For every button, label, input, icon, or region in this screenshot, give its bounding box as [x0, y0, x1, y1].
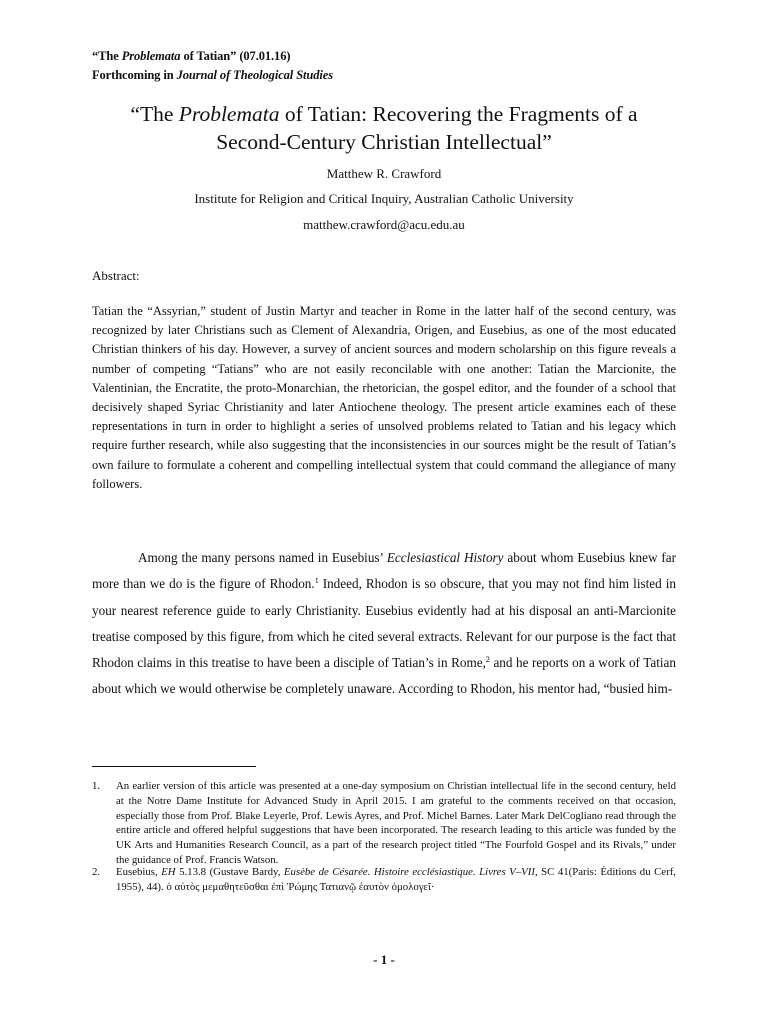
footnote-number: 2. [92, 866, 101, 878]
author-affiliation: Institute for Religion and Critical Inquiry, Australian Catholic University [194, 191, 574, 206]
footnote-separator [92, 766, 256, 767]
page-number: - 1 - [373, 952, 395, 967]
body-paragraph: Among the many persons named in Eusebius’ Ecclesiastical History about whom Eusebius knew far more than we do is the figure of Rhodon.$^1$ Indeed, Rhodon is so obscure, that you may not find him listed in your nearest reference guide to early Christianity. Eusebius evidently had at his disposal an anti-Marcionite treatise composed by this figure, from which he cited several extracts. Relevant for our purpose is the fact that Rhodon claims in this treatise to have been a disciple of Tatian’s in Rome,$^2$ and he reports on a work of Tatian about which we would otherwise be completely unaware. According to Rhodon, his mentor had, “busied him- [92, 550, 676, 697]
abstract-text: Tatian the “Assyrian,” student of Justin Martyr and teacher in Rome in the latter half of the second century, was recognized by later Christians such as Clement of Alexandria, Origen, and Eusebius, as one of the most educated Christian thinkers of his day. However, a survey of ancient sources and modern scholarship on this figure reveals a number of competing “Tatians” who are not easily reconcilable with one another: Tatian the Marcionite, the Valentinian, the Encratite, the proto-Monarchian, the rhetorician, the gospel editor, and the founder of a school that decisively shaped Syriac Christianity and later Antiochene theology. The present article examines each of these representations in turn in order to highlight a series of unsolved problems related to Tatian and his legacy which require further research, while also suggesting that the inconsistencies in our sources might be the result of Tatian’s own failure to formulate a coherent and compelling intellectual system that could command the allegiance of many followers. [92, 304, 676, 491]
footnote-text: Eusebius, EH 5.13.8 (Gustave Bardy, Eusèbe de Césarée. Histoire ecclésiastique. Livres V–VII, SC 41(Paris: Éditions du Cerf, 1955), 44). ὁ αὐτὸς μεμαθητεῦσθαι ἐπὶ Ῥώμης Τατιανῷ ἑαυτὸν ὁμολογεῖ· [116, 866, 676, 893]
running-title: “The Problemata of Tatian” (07.01.16) [92, 49, 291, 63]
paper-title [40, 100, 728, 156]
footnote-text: An earlier version of this article was presented at a one-day symposium on Christian intellectual life in the second century, held at the Notre Dame Institute for Advanced Study in April 2015. I am grateful to the comments received on that occasion, especially those from Prof. Blake Leyerle, Prof. Lewis Ayres, and Prof. Michel Barnes. Later Mark DelCogliano read through the entire article and offered helpful suggestions that have been incorporated. The research leading to this article was funded by the UK Arts and Humanities Research Council, as a part of the research project titled “The Fourfold Gospel and its Rivals,” under the guidance of Prof. Francis Watson. [116, 780, 676, 866]
title-line-1: “The Problemata of Tatian: Recovering the Fragments of a [130, 102, 638, 126]
author-name: Matthew R. Crawford [326, 166, 442, 181]
ecclesiastical-history-title: Ecclesiastical History [386, 550, 504, 565]
author-email: matthew.crawford@acu.edu.au [303, 217, 465, 232]
title-line-2: Second-Century Christian Intellectual” [216, 130, 552, 154]
footnote-1 [92, 779, 676, 868]
abstract-heading: Abstract: [92, 268, 140, 283]
greek-quotation: ὁ αὐτὸς μεμαθητεῦσθαι ἐπὶ Ῥώμης Τατιανῷ ἑαυτὸν ὁμολογεῖ· [166, 880, 435, 893]
footnote-number: 1. [92, 780, 101, 792]
journal-note: Forthcoming in Journal of Theological Studies [92, 68, 334, 82]
footnote-ref-1[interactable]: 1 [314, 576, 319, 586]
footnote-ref-2[interactable]: 2 [485, 655, 490, 665]
footnote-2 [92, 865, 676, 895]
